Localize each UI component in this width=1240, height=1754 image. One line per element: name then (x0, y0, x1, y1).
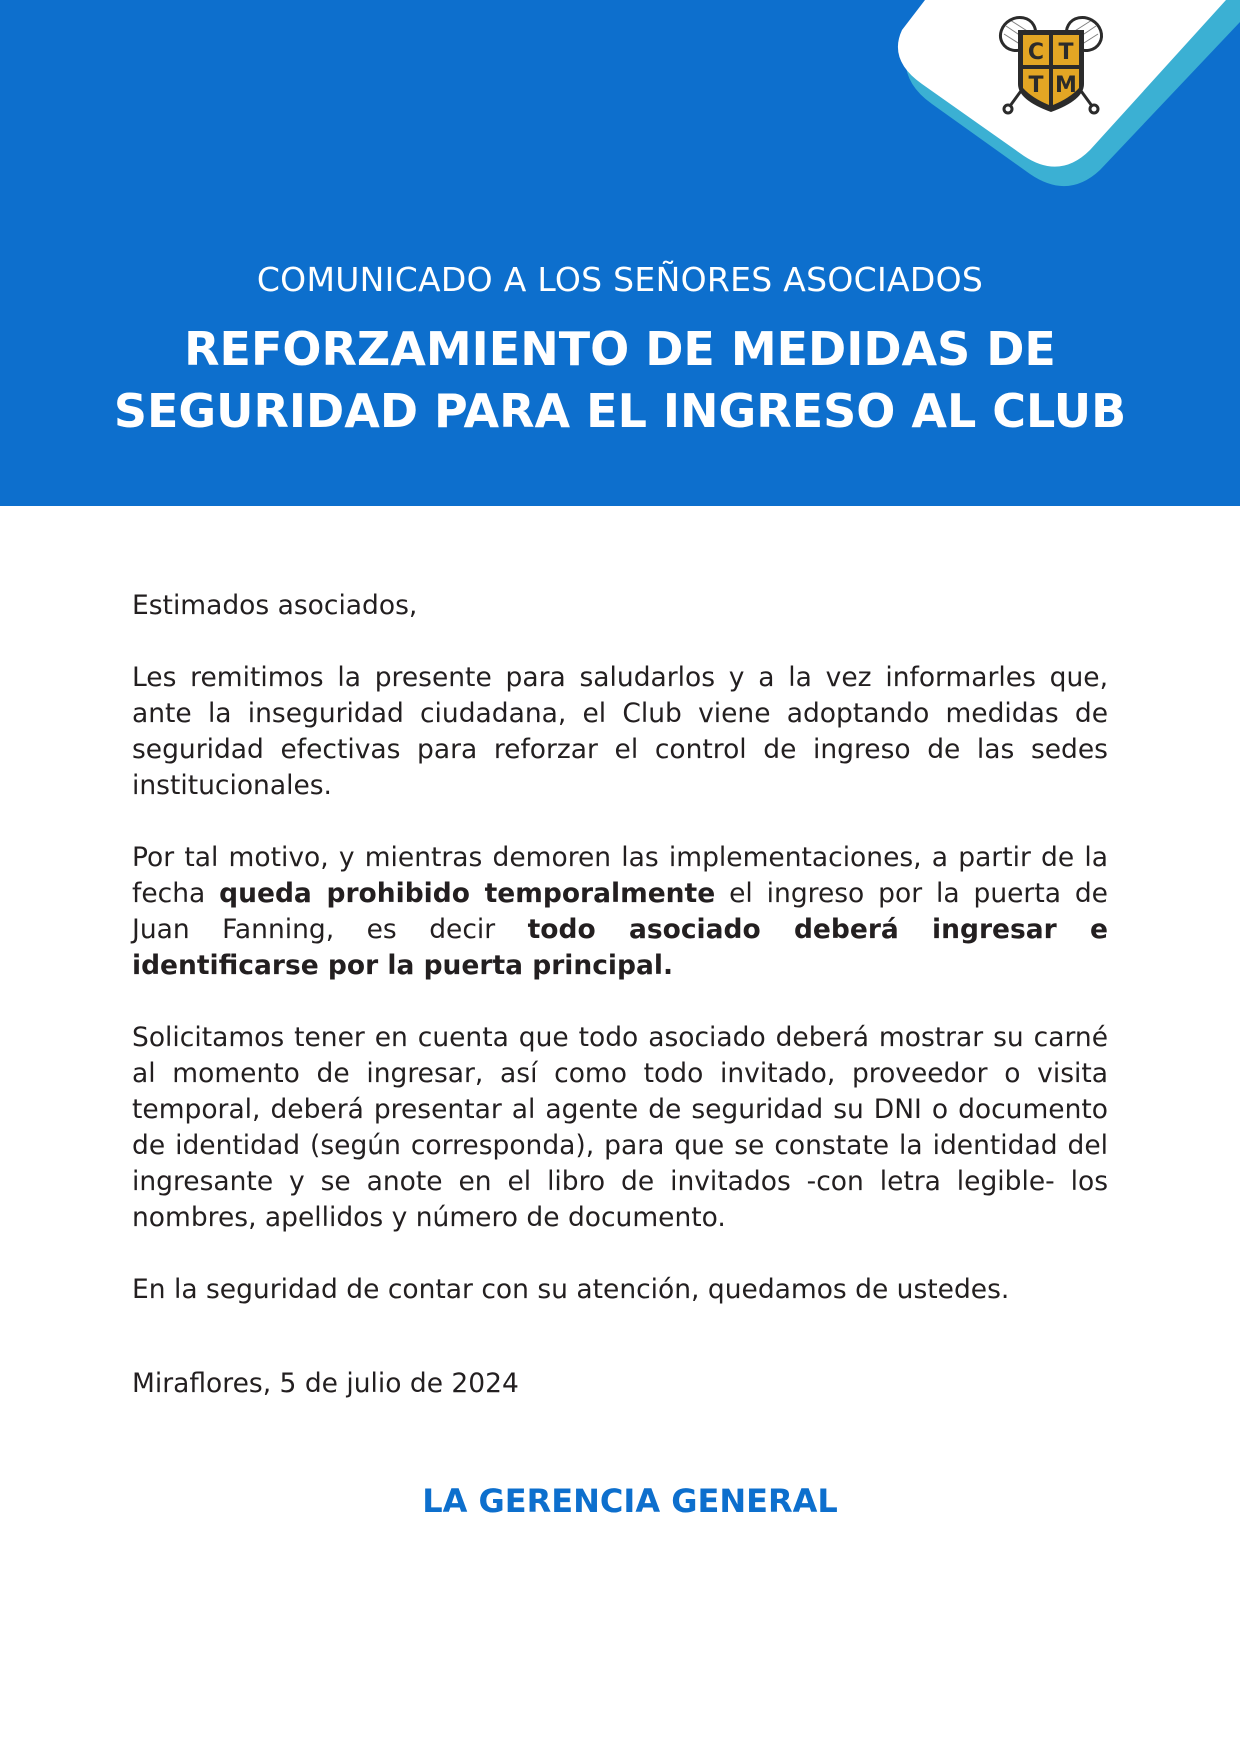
greeting: Estimados asociados, (132, 590, 418, 621)
header-banner (0, 0, 1240, 506)
logo-letter-m: M (1055, 73, 1077, 98)
communique-title (0, 318, 1240, 442)
paragraph-2-bold-1: queda prohibido temporalmente (219, 878, 716, 909)
signature: LA GERENCIA GENERAL (422, 1482, 838, 1520)
closing-line: En la seguridad de contar con su atención, quedamos de ustedes. (132, 1274, 1010, 1305)
letter-body (132, 588, 1108, 1402)
paragraph-2-part-2: el ingreso por la puerta de Juan Fanning, es decir (132, 878, 1108, 945)
paragraph-2-part-1: Por tal motivo, y mientras demoren las implementaciones, a partir de la fecha (132, 842, 1108, 909)
title-line-1: REFORZAMIENTO DE MEDIDAS DE (184, 322, 1056, 376)
logo-letter-c: C (1027, 40, 1045, 65)
logo-letter-t1: T (1058, 40, 1074, 65)
paragraph-2 (132, 840, 1108, 984)
club-crest-icon (996, 14, 1106, 116)
date-line: Miraflores, 5 de julio de 2024 (132, 1368, 519, 1399)
paragraph-1: Les remitimos la presente para saludarlos y a la vez informarles que, ante la inseguridad ciudadana, el Club viene adoptando medidas de seguridad efectivas para reforzar el control de ingreso de las sedes institucionales. (132, 662, 1108, 801)
paragraph-2-bold-2: todo asociado deberá ingresar e identificarse por la puerta principal. (132, 914, 1108, 981)
communique-subtitle: COMUNICADO A LOS SEÑORES ASOCIADOS (256, 260, 984, 299)
logo-letter-t2: T (1028, 73, 1044, 98)
paragraph-3: Solicitamos tener en cuenta que todo asociado deberá mostrar su carné al momento de ingresar, así como todo invitado, proveedor o visita temporal, deberá presentar al agente de seguridad su DNI o documento de identidad (según corresponda), para que se constate la identidad del ingresante y se anote en el libro de invitados -con letra legible- los nombres, apellidos y número de documento. (132, 1022, 1108, 1233)
title-line-2: SEGURIDAD PARA EL INGRESO AL CLUB (113, 384, 1127, 438)
